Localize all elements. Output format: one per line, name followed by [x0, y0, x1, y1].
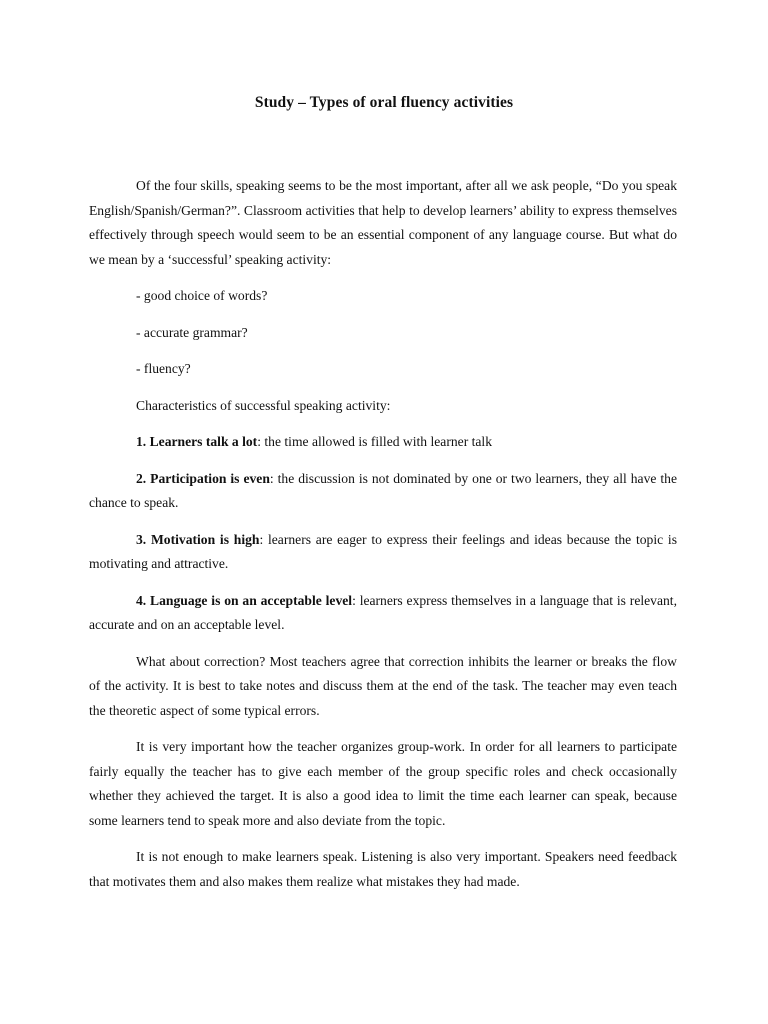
characteristic-item — [89, 589, 677, 638]
document-title: Study – Types of oral fluency activities — [254, 94, 514, 111]
characteristic-label: 4. Language is on an acceptable level — [136, 592, 353, 608]
question-item: - good choice of words? — [136, 288, 268, 303]
characteristic-text: : learners are eager to express their feelings and ideas because the topic is motivating and attractive. — [89, 531, 677, 571]
characteristic-text: : the time allowed is filled with learner talk — [257, 434, 493, 449]
characteristic-label: 1. Learners talk a lot — [136, 434, 258, 449]
intro-paragraph: Of the four skills, speaking seems to be the most important, after all we ask people, “Do you speak English/Spanish/German?”. Classroom activities that help to develop learners’ ability to express themselves effectively through speech would seem to be an essential component of any language course. But what do we mean by a ‘successful’ speaking activity: — [89, 178, 677, 267]
body-paragraph: What about correction? Most teachers agree that correction inhibits the learner or breaks the flow of the activity. It is best to take notes and discuss them at the end of the task. The teacher may even teach the theoretic aspect of some typical errors. — [89, 653, 677, 718]
body-paragraph: It is not enough to make learners speak. Listening is also very important. Speakers need feedback that motivates them and also makes them realize what mistakes they had made. — [89, 849, 677, 889]
characteristic-label: 2. Participation is even — [136, 470, 270, 486]
question-item: - fluency? — [136, 361, 191, 376]
body-paragraph: It is very important how the teacher organizes group-work. In order for all learners to participate fairly equally the teacher has to give each member of the group specific roles and check occasionally whether they achieved the target. It is also a good idea to limit the time each learner can speak, because some learners tend to speak more and also deviate from the topic. — [89, 739, 677, 828]
characteristic-item — [89, 467, 677, 516]
characteristic-label: 3. Motivation is high — [136, 531, 260, 547]
characteristic-item — [89, 430, 677, 455]
characteristics-heading: Characteristics of successful speaking activity: — [136, 397, 391, 413]
characteristic-text: : learners express themselves in a language that is relevant, accurate and on an acceptable level. — [89, 592, 677, 632]
characteristic-text: : the discussion is not dominated by one or two learners, they all have the chance to speak. — [89, 470, 677, 510]
question-item: - accurate grammar? — [136, 324, 248, 340]
document-body — [89, 174, 677, 906]
characteristic-item — [89, 528, 677, 577]
